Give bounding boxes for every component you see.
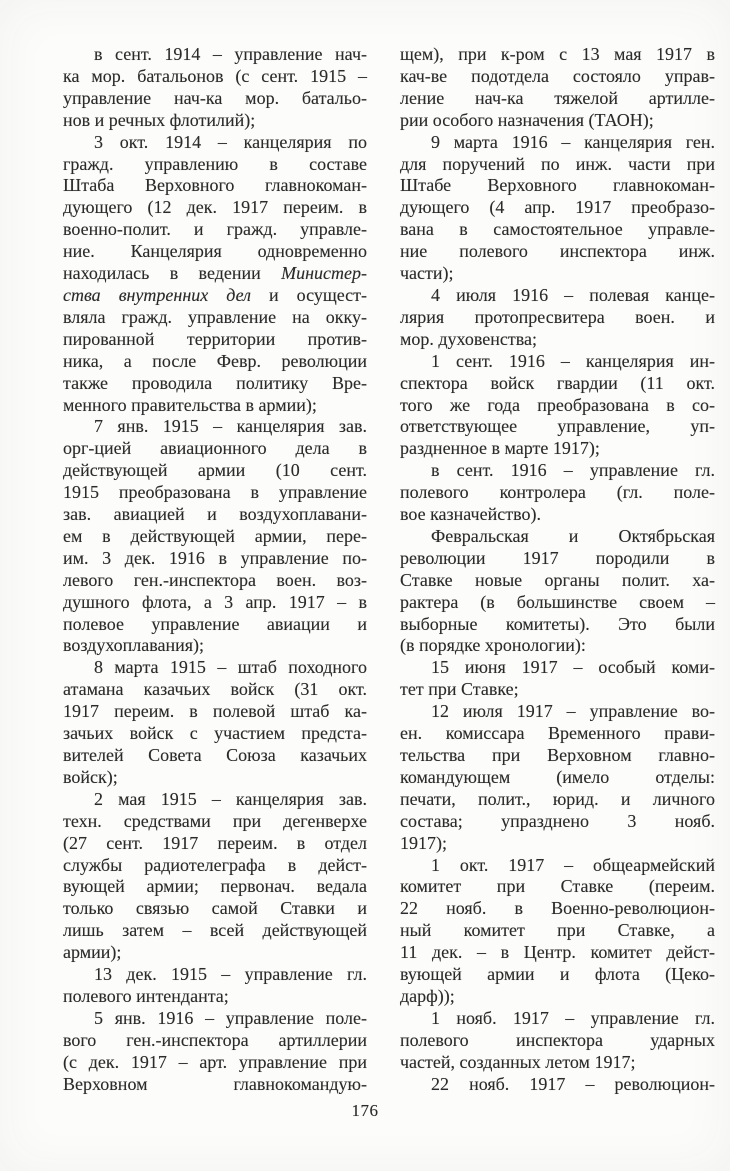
text-line	[400, 219, 715, 241]
text-line	[63, 570, 367, 592]
text-line	[400, 1008, 715, 1030]
text-line	[63, 66, 367, 88]
text-line	[400, 395, 715, 417]
text-line	[400, 614, 715, 636]
text-segment: спектора войск гвардии (11 окт.	[400, 372, 715, 393]
text-segment: лярия протопресвитера воен. и	[400, 306, 715, 327]
text-line	[400, 876, 715, 898]
text-segment: ный комитет при Ставке, а	[400, 920, 715, 941]
text-segment: 22 нояб. 1917 – революцион-	[431, 1073, 715, 1094]
text-line	[63, 219, 367, 241]
text-segment: душного флота, а 3 апр. 1917 – в	[63, 591, 367, 612]
text-line	[400, 767, 715, 789]
text-line	[63, 504, 367, 526]
text-line	[63, 285, 367, 307]
text-line	[400, 635, 715, 657]
text-segment: тельства при Верховном главно-	[400, 745, 715, 765]
text-segment: ление нач-ка тяжелой артилле-	[400, 87, 715, 108]
text-line	[400, 373, 715, 395]
text-segment: комитет при Ставке (переим.	[400, 876, 715, 897]
text-segment: 3 окт. 1914 – канцелярия по	[94, 131, 367, 152]
text-segment: вое казначейство).	[400, 504, 541, 525]
text-segment: частей, созданных летом 1917;	[400, 1051, 636, 1072]
text-line	[400, 1030, 715, 1052]
text-line	[400, 132, 715, 154]
text-segment: атамана казачьих войск (31 окт.	[63, 679, 367, 700]
text-line	[63, 88, 367, 110]
text-line	[400, 657, 715, 679]
text-line	[400, 154, 715, 176]
text-segment: полевого инспектора ударных	[400, 1029, 715, 1050]
text-line	[63, 548, 367, 570]
text-segment: зав. авиацией и воздухоплавани-	[63, 504, 367, 525]
text-line	[400, 679, 715, 701]
text-segment: техн. средствами при дегенверхе	[63, 810, 367, 831]
text-segment: полевое управление авиации и	[63, 613, 367, 634]
text-line	[63, 723, 367, 745]
text-line	[63, 1074, 367, 1096]
text-segment: Штаба Верховного главнокоман-	[63, 175, 367, 196]
text-line	[400, 482, 715, 504]
text-line	[400, 438, 715, 460]
text-segment: (27 сент. 1917 переим. в отдел	[63, 832, 367, 853]
text-segment: 2 мая 1915 – канцелярия зав.	[94, 788, 367, 809]
text-segment: войск);	[63, 766, 118, 787]
paragraph	[400, 657, 715, 701]
text-segment: рии особого назначения (ТАОН);	[400, 109, 654, 130]
text-segment: лишь затем – всей действующей	[63, 920, 367, 941]
text-line	[400, 526, 715, 548]
text-segment: тет при Ставке;	[400, 679, 519, 700]
paragraph	[400, 1074, 715, 1096]
text-segment: ен. комиссара Временного прави-	[400, 723, 715, 744]
text-line	[63, 263, 367, 285]
text-line	[63, 1008, 367, 1030]
text-segment: 11 дек. – в Центр. комитет дейст-	[400, 942, 715, 963]
text-segment: и осущест-	[251, 284, 368, 305]
text-segment: дующего (4 апр. 1917 преобразо-	[400, 197, 715, 218]
text-line	[63, 833, 367, 855]
text-line	[400, 964, 715, 986]
text-segment: дующего (12 дек. 1917 переим. в	[63, 197, 367, 218]
text-columns	[63, 44, 715, 1096]
text-segment: части);	[400, 263, 454, 284]
paragraph	[400, 351, 715, 461]
text-line	[400, 263, 715, 285]
text-line	[63, 767, 367, 789]
text-segment: 1 нояб. 1917 – управление гл.	[431, 1007, 715, 1028]
text-segment: мор. духовенства;	[400, 328, 537, 349]
text-line	[63, 132, 367, 154]
paragraph	[400, 701, 715, 854]
text-line	[63, 811, 367, 833]
text-segment: Февральская и Октябрьская	[431, 525, 715, 546]
text-line	[63, 986, 367, 1008]
text-line	[400, 175, 715, 197]
text-line	[63, 964, 367, 986]
text-segment: 5 янв. 1916 – управление поле-	[94, 1007, 367, 1028]
paragraph	[63, 1008, 367, 1096]
text-segment: 9 марта 1916 – канцелярия ген.	[431, 131, 715, 152]
paragraph	[63, 44, 367, 132]
text-line	[400, 66, 715, 88]
text-segment: зачьих войск с участием предста-	[63, 723, 367, 744]
text-line	[400, 1074, 715, 1096]
text-line	[63, 876, 367, 898]
text-line	[63, 614, 367, 636]
paragraph	[400, 855, 715, 1008]
text-segment: 13 дек. 1915 – управление гл.	[94, 964, 367, 985]
text-segment: вляла гражд. управление на окку-	[63, 306, 367, 327]
text-segment: Ставке новые органы полит. ха-	[400, 569, 715, 590]
text-line	[400, 811, 715, 833]
text-segment: 8 марта 1915 – штаб походного	[94, 657, 367, 678]
text-line	[400, 197, 715, 219]
text-line	[63, 460, 367, 482]
text-segment: (в порядке хронологии):	[400, 635, 586, 656]
text-line	[63, 197, 367, 219]
text-line	[400, 504, 715, 526]
text-line	[400, 88, 715, 110]
text-line	[63, 373, 367, 395]
text-segment: военно-полит. и гражд. управле-	[63, 219, 367, 240]
text-segment: раздненное в марте 1917);	[400, 438, 600, 459]
text-segment: полевого контролера (гл. поле-	[400, 482, 715, 503]
text-line	[63, 942, 367, 964]
text-line	[63, 395, 367, 417]
paragraph	[63, 132, 367, 417]
text-segment: вующей армии и флота (Цеко-	[400, 964, 715, 985]
text-segment: 15 июня 1917 – особый коми-	[431, 657, 715, 678]
text-line	[400, 548, 715, 570]
text-segment: 22 нояб. в Военно-революцион-	[400, 898, 715, 919]
text-line	[63, 592, 367, 614]
text-line	[63, 482, 367, 504]
text-line	[400, 745, 715, 767]
column-right	[400, 44, 715, 1096]
paragraph	[63, 789, 367, 964]
text-line	[400, 44, 715, 66]
text-line	[400, 110, 715, 132]
text-segment: полевого интенданта;	[63, 985, 229, 1006]
text-line	[63, 44, 367, 66]
text-segment: того же года преобразована в со-	[400, 394, 715, 415]
text-segment: вого ген.-инспектора артиллерии	[63, 1029, 367, 1050]
text-line	[400, 307, 715, 329]
text-segment: менного правительства в армии);	[63, 394, 317, 415]
text-segment: 1 сент. 1916 – канцелярия ин-	[431, 350, 715, 371]
text-segment: 1917 переим. в полевой штаб ка-	[63, 701, 367, 722]
text-segment: нов и речных флотилий);	[63, 109, 256, 130]
text-line	[63, 920, 367, 942]
text-segment: в сент. 1916 – управление гл.	[431, 460, 715, 481]
text-line	[63, 701, 367, 723]
text-segment: Штабе Верховного главнокоман-	[400, 175, 715, 196]
text-line	[400, 986, 715, 1008]
text-segment: воздухоплавания);	[63, 635, 205, 656]
text-line	[400, 416, 715, 438]
paragraph	[400, 1008, 715, 1074]
paragraph	[400, 44, 715, 132]
text-segment: ника, а после Февр. революции	[63, 350, 367, 371]
text-segment: левого ген.-инспектора воен. воз-	[63, 569, 367, 590]
text-line	[63, 416, 367, 438]
text-segment: ка мор. батальонов (с сент. 1915 –	[63, 65, 367, 86]
text-line	[63, 307, 367, 329]
text-line	[400, 285, 715, 307]
text-line	[63, 898, 367, 920]
text-segment: революции 1917 породили в	[400, 547, 715, 568]
paragraph	[400, 285, 715, 351]
text-line	[400, 920, 715, 942]
italic-text-segment: ства внутренних дел	[63, 284, 251, 305]
text-segment: 1915 преобразована в управление	[63, 482, 367, 503]
text-segment: ние. Канцелярия одновременно	[63, 241, 367, 262]
paragraph	[63, 657, 367, 788]
text-segment: гражд. управлению в составе	[63, 153, 367, 174]
text-segment: пированной территории против-	[63, 328, 367, 349]
paragraph	[400, 132, 715, 285]
text-segment: орг-цией авиационного дела в	[63, 438, 367, 459]
text-segment: Верховном главнокомандую-	[63, 1073, 367, 1094]
text-line	[63, 679, 367, 701]
text-line	[400, 570, 715, 592]
text-line	[400, 833, 715, 855]
paragraph	[63, 416, 367, 657]
text-segment: действующей армии (10 сент.	[63, 460, 367, 481]
text-segment: также проводила политику Вре-	[63, 372, 367, 393]
text-segment: (с дек. 1917 – арт. управление при	[63, 1051, 367, 1072]
text-segment: дарф));	[400, 985, 455, 1006]
text-segment: армии);	[63, 942, 122, 963]
text-segment: печати, полит., юрид. и личного	[400, 788, 715, 809]
text-line	[63, 175, 367, 197]
text-segment: для поручений по инж. части при	[400, 153, 715, 174]
text-segment: 7 янв. 1915 – канцелярия зав.	[94, 416, 367, 437]
text-line	[63, 351, 367, 373]
text-segment: вана в самостоятельное управле-	[400, 219, 715, 240]
text-segment: кач-ве подотдела состояло управ-	[400, 65, 715, 86]
text-line	[63, 789, 367, 811]
text-segment: им. 3 дек. 1916 в управление по-	[63, 547, 367, 568]
text-line	[63, 635, 367, 657]
text-segment: 4 июля 1916 – полевая канце-	[431, 284, 715, 305]
column-left	[63, 44, 367, 1096]
text-line	[400, 855, 715, 877]
text-line	[63, 110, 367, 132]
text-segment: командующем (имело отделы:	[400, 766, 715, 787]
text-segment: состава; упразднено 3 нояб.	[400, 810, 715, 831]
text-line	[400, 701, 715, 723]
text-line	[63, 526, 367, 548]
text-segment: 1 окт. 1917 – общеармейский	[431, 854, 715, 875]
text-segment: 12 июля 1917 – управление во-	[431, 701, 715, 722]
text-line	[63, 745, 367, 767]
text-segment: щем), при к-ром с 13 мая 1917 в	[400, 44, 715, 64]
text-segment: находилась в ведении	[63, 263, 282, 284]
text-segment: рактера (в большинстве своем –	[400, 591, 715, 612]
text-line	[63, 1030, 367, 1052]
text-segment: вителей Совета Союза казачьих	[63, 745, 367, 765]
text-segment: ние полевого инспектора инж.	[400, 241, 715, 262]
text-line	[400, 789, 715, 811]
text-line	[400, 351, 715, 373]
text-line	[400, 1052, 715, 1074]
text-line	[400, 241, 715, 263]
text-segment: только связью самой Ставки и	[63, 898, 367, 919]
text-line	[63, 438, 367, 460]
text-segment: в сент. 1914 – управление нач-	[94, 44, 367, 64]
text-line	[63, 154, 367, 176]
text-segment: выборные комитеты). Это были	[400, 613, 715, 634]
text-segment: ответствующее управление, уп-	[400, 416, 715, 437]
paragraph	[63, 964, 367, 1008]
paragraph	[400, 460, 715, 526]
text-line	[400, 329, 715, 351]
text-segment: службы радиотелеграфа в дейст-	[63, 854, 367, 875]
text-line	[63, 1052, 367, 1074]
text-line	[400, 723, 715, 745]
text-line	[63, 855, 367, 877]
text-line	[63, 329, 367, 351]
text-line	[400, 942, 715, 964]
italic-text-segment: Министер-	[281, 263, 367, 284]
text-segment: ем в действующей армии, пере-	[63, 525, 367, 546]
text-line	[400, 898, 715, 920]
text-line	[63, 657, 367, 679]
text-segment: управление нач-ка мор. батальо-	[63, 87, 367, 108]
text-line	[400, 592, 715, 614]
text-segment: вующей армии; первонач. ведала	[63, 876, 367, 897]
text-line	[400, 460, 715, 482]
text-segment: 1917);	[400, 832, 447, 853]
text-line	[63, 241, 367, 263]
paragraph	[400, 526, 715, 657]
page-number: 176	[351, 1101, 379, 1120]
